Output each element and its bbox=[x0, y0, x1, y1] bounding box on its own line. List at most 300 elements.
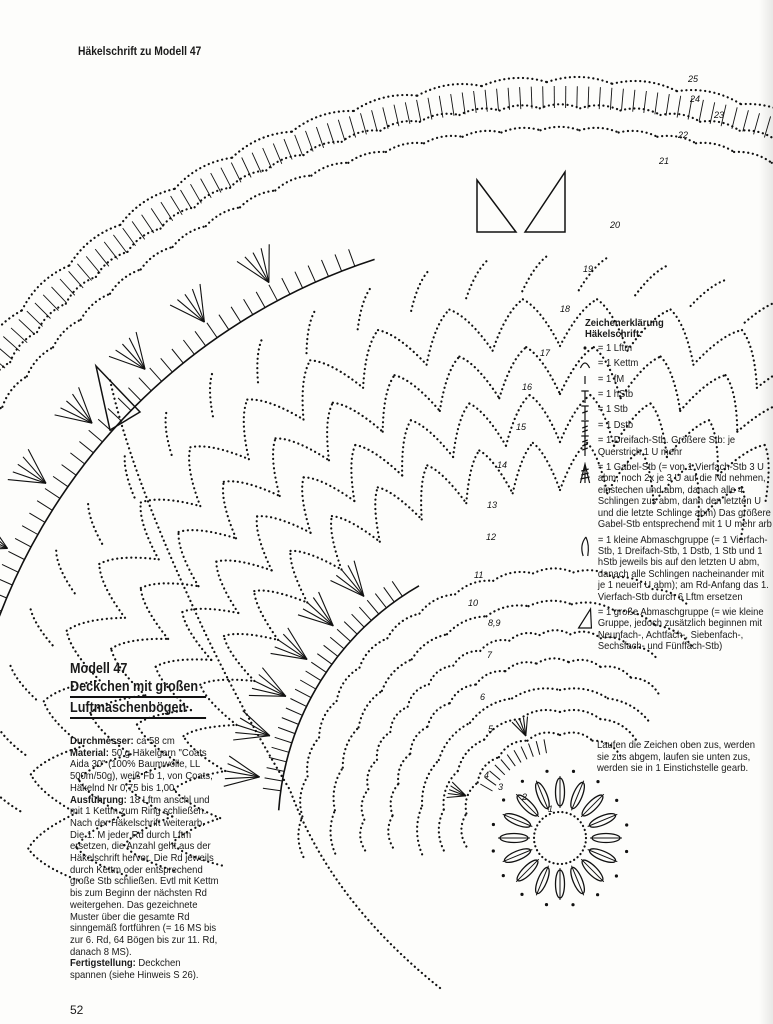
instruction-paragraph bbox=[70, 795, 219, 959]
chain-arc bbox=[601, 666, 631, 677]
stitch-tick bbox=[286, 708, 303, 715]
model-title: Modell 47 bbox=[70, 660, 128, 677]
stitch-tick bbox=[221, 168, 231, 188]
chain-dot bbox=[502, 874, 505, 877]
chain-arc bbox=[141, 588, 168, 639]
stitch-tick bbox=[295, 689, 311, 697]
chain-arc bbox=[331, 516, 341, 569]
chain-arc bbox=[358, 285, 373, 329]
stitch-tick bbox=[62, 465, 77, 476]
chain-arc bbox=[449, 310, 492, 351]
petal-stem bbox=[581, 794, 604, 817]
stitch-tick bbox=[181, 190, 192, 209]
chain-arc bbox=[232, 132, 292, 158]
chain-arc bbox=[500, 105, 540, 110]
chain-arc bbox=[580, 128, 619, 133]
round-number-label: 23 bbox=[714, 110, 725, 120]
round-number-label: 2 bbox=[522, 792, 528, 802]
stitch-fan bbox=[233, 736, 270, 740]
chain-arc bbox=[273, 438, 280, 496]
round-number-label: 25 bbox=[688, 74, 699, 84]
chain-dot bbox=[596, 780, 599, 783]
chain-arc bbox=[303, 360, 311, 419]
chain-arc bbox=[224, 481, 280, 496]
stitch-tick bbox=[610, 88, 612, 110]
stitch-tick bbox=[490, 771, 501, 780]
chain-arc bbox=[179, 532, 199, 586]
chain-arc bbox=[307, 738, 319, 777]
instruction-text: 50 g Häkelgarn "Coats Aida 30" (100% Baumwolle, LL 500m/50g), weiß Fb 1, von Coats, Häkelnd Nr 0,75 bis 1,00. bbox=[70, 747, 213, 794]
stitch-tick bbox=[108, 409, 121, 421]
stitch-tick bbox=[295, 135, 303, 156]
stitch-tick bbox=[244, 299, 253, 314]
chain-arc bbox=[190, 446, 249, 459]
chain-arc bbox=[427, 310, 450, 365]
chain-dot bbox=[545, 903, 548, 906]
chain-arc bbox=[22, 266, 69, 311]
chain-arc bbox=[275, 176, 311, 191]
legend-item-text: = 1 große Abmaschgruppe (= wie kleine Gruppe, jedoch zusätzlich beginnen mit Neunfach-, Achtfach-, Siebenfach-, Sechsfach- und Fünffach-Stb) bbox=[597, 606, 764, 653]
stitch-tick bbox=[53, 476, 68, 486]
chain-arc bbox=[506, 395, 530, 446]
chain-dot bbox=[615, 874, 618, 877]
instruction-text: Deckchen spannen (siehe Hinweis S 26). bbox=[70, 958, 199, 982]
chain-dot bbox=[492, 823, 495, 826]
chain-arc bbox=[427, 465, 466, 503]
chain-arc bbox=[522, 254, 550, 291]
chain-arc bbox=[520, 710, 560, 719]
chain-arc bbox=[740, 130, 773, 141]
legend-item-text: = 1 kleine Abmaschgruppe (= 1 Vierfach-Stb, 1 Dreifach-Stb, 1 Dstb, 1 Stb und 1 hStb jeweils bis auf den letzten U abm, danach alle Schlingen nacheinander mit je 1 neuen U abm); am Rd-Anfang das 1. Vierfach-Stb durch 6 Lftm ersetzen bbox=[597, 534, 769, 603]
round-number-label: 6 bbox=[480, 692, 486, 702]
chain-dot bbox=[502, 798, 505, 801]
chain-arc bbox=[382, 659, 412, 691]
chain-arc bbox=[254, 590, 307, 602]
round-number-label: 22 bbox=[678, 130, 689, 140]
chain-arc bbox=[367, 760, 377, 789]
stitch-tick bbox=[338, 120, 345, 141]
chain-dot bbox=[520, 893, 523, 896]
legend-item bbox=[585, 374, 773, 385]
stitch-tick bbox=[269, 285, 278, 301]
chain-arc bbox=[257, 516, 311, 533]
chain-arc bbox=[276, 438, 330, 460]
stitch-tick bbox=[263, 148, 272, 168]
stitch-tick bbox=[529, 744, 534, 757]
chain-arc bbox=[216, 560, 271, 570]
chain-arc bbox=[450, 685, 476, 704]
chain-arc bbox=[173, 226, 206, 247]
stitch-tick bbox=[544, 739, 547, 753]
chain-arc bbox=[179, 530, 236, 538]
stitch-tick bbox=[337, 629, 350, 641]
stitch-tick bbox=[501, 760, 510, 771]
legend-item bbox=[585, 420, 773, 431]
stitch-row bbox=[279, 586, 419, 811]
chain-arc bbox=[355, 445, 402, 476]
round-number-label: 21 bbox=[659, 156, 670, 166]
legend-item bbox=[585, 389, 773, 400]
stitch-tick bbox=[35, 303, 51, 319]
chain-arc bbox=[354, 95, 418, 111]
chain-arc bbox=[206, 207, 240, 226]
chain-arc bbox=[459, 357, 499, 399]
chain-arc bbox=[421, 465, 427, 519]
stitch-tick bbox=[330, 637, 344, 649]
chain-arc bbox=[337, 668, 360, 701]
legend-item bbox=[585, 358, 773, 369]
chain-arc bbox=[580, 105, 620, 110]
model-heading-block bbox=[70, 660, 230, 719]
chain-arc bbox=[383, 375, 395, 432]
instructions bbox=[70, 736, 219, 982]
stitch-tick bbox=[70, 453, 84, 464]
chain-arc bbox=[363, 330, 378, 388]
stitch-tick bbox=[521, 747, 527, 760]
legend-item-text: = 1 hStb bbox=[597, 389, 634, 401]
stitch-tick bbox=[543, 86, 544, 108]
chain-arc bbox=[619, 131, 658, 137]
small-decrease-group-icon bbox=[578, 535, 593, 557]
stitch-tick bbox=[462, 93, 465, 115]
stitch-tick bbox=[128, 388, 141, 401]
stitch-tick bbox=[263, 788, 281, 791]
chain-arc bbox=[332, 516, 380, 542]
petal-stem bbox=[516, 794, 539, 817]
instruction-paragraph bbox=[70, 958, 219, 981]
chain-arc bbox=[523, 299, 560, 346]
round-number-label: 8,9 bbox=[488, 618, 501, 628]
chain-arc bbox=[410, 727, 427, 754]
chain-arc bbox=[10, 332, 37, 362]
stitch-fan bbox=[336, 575, 364, 596]
stitch-tick bbox=[324, 645, 338, 656]
chain-arc bbox=[166, 409, 172, 455]
legend-heading: Zeichenerklärung bbox=[585, 317, 664, 329]
legend-item bbox=[585, 535, 773, 603]
chain-arc bbox=[440, 357, 460, 411]
chain-arc bbox=[333, 403, 383, 432]
chain-arc bbox=[387, 614, 419, 639]
chain-dot bbox=[596, 893, 599, 896]
chain-dot bbox=[615, 799, 618, 802]
chain-arc bbox=[493, 299, 523, 350]
model-subtitle-line-1: Deckchen mit großen bbox=[70, 677, 206, 698]
chain-arc bbox=[307, 308, 317, 353]
chain-dot bbox=[521, 780, 524, 783]
large-decrease-group bbox=[525, 172, 565, 232]
chain-arc bbox=[240, 191, 275, 208]
round-number-label: 24 bbox=[690, 94, 701, 104]
stitch-fan bbox=[261, 248, 269, 282]
stitch-tick bbox=[384, 587, 395, 602]
chain-arc bbox=[386, 143, 424, 152]
chain-arc bbox=[67, 618, 125, 631]
chain-arc bbox=[360, 638, 388, 667]
chain-arc bbox=[120, 189, 175, 225]
stitch-tick bbox=[201, 179, 212, 198]
instruction-label: Durchmesser: bbox=[70, 736, 134, 747]
stitch-fan bbox=[0, 517, 8, 549]
legend-subheading: Häkelschrift: bbox=[585, 328, 643, 341]
chain-arc bbox=[189, 447, 200, 506]
stitch-tick bbox=[27, 311, 43, 326]
chain-arc bbox=[402, 420, 411, 475]
chain-arc bbox=[388, 815, 393, 847]
round-number-label: 14 bbox=[497, 460, 508, 470]
chain-arc bbox=[319, 701, 337, 738]
stitch-tick bbox=[11, 328, 27, 343]
instruction-label: Ausführung: bbox=[70, 794, 127, 806]
legend-footnote: Laufen die Zeichen oben zus, werden sie zus abgem, laufen sie unten zus, werden sie in 1 Einstichstelle gearb. bbox=[597, 740, 756, 775]
chain-arc bbox=[390, 707, 407, 732]
chain-arc bbox=[182, 609, 238, 613]
chain-arc bbox=[359, 691, 382, 728]
chain-arc bbox=[342, 130, 381, 141]
legend-item bbox=[585, 343, 773, 354]
stitch-tick bbox=[191, 184, 202, 203]
stitch-fan bbox=[237, 261, 269, 282]
chain-arc bbox=[533, 443, 560, 490]
chain-arc bbox=[141, 503, 159, 560]
legend-items bbox=[585, 342, 772, 653]
stitch-tick bbox=[79, 442, 93, 453]
chain-arc bbox=[53, 320, 81, 348]
chain-arc bbox=[411, 269, 430, 311]
chain-arc bbox=[99, 558, 158, 564]
chain-arc bbox=[600, 719, 635, 740]
stitch-tick bbox=[282, 278, 290, 294]
stitch-tick bbox=[256, 292, 265, 308]
chain-arc bbox=[408, 684, 429, 706]
chain-arc bbox=[37, 304, 66, 332]
stitch-fan bbox=[331, 581, 364, 597]
stitch-tick bbox=[335, 254, 342, 271]
chain-arc bbox=[331, 810, 336, 853]
stitch-tick bbox=[474, 91, 477, 113]
chain-arc bbox=[569, 660, 601, 667]
chain-arc bbox=[458, 740, 484, 771]
chain-arc bbox=[612, 81, 677, 91]
chain-arc bbox=[2, 376, 27, 407]
instruction-label: Fertigstellung: bbox=[70, 958, 136, 970]
stitch-tick bbox=[252, 153, 261, 173]
chain-arc bbox=[110, 270, 141, 294]
chain-arc bbox=[0, 720, 25, 755]
instruction-text: ca 58 cm bbox=[133, 736, 175, 747]
round-number-label: 1 bbox=[548, 804, 554, 814]
chain-arc bbox=[56, 551, 74, 594]
chain-arc bbox=[486, 605, 528, 616]
chain-arc bbox=[466, 451, 479, 504]
stitch-tick bbox=[359, 607, 371, 620]
legend-item-text: = 1 Kettm bbox=[597, 358, 639, 370]
chain-arc bbox=[290, 551, 307, 603]
stitch-tick bbox=[317, 654, 332, 665]
stitch-tick bbox=[417, 100, 421, 122]
stitch-tick bbox=[104, 242, 118, 259]
chain-arc bbox=[310, 360, 363, 388]
chain-arc bbox=[291, 551, 342, 570]
chain-arc bbox=[304, 477, 355, 501]
chain-arc bbox=[470, 698, 512, 722]
stitch-tick bbox=[123, 228, 136, 246]
petal-stem bbox=[516, 859, 539, 882]
chain-arc bbox=[0, 407, 2, 439]
stitch-tick bbox=[344, 622, 357, 635]
stitch-tick bbox=[514, 750, 521, 762]
stitch-tick bbox=[19, 319, 35, 334]
stitch-tick bbox=[113, 235, 126, 253]
chain-arc bbox=[210, 370, 213, 416]
stitch-tick bbox=[171, 196, 183, 215]
chain-arc bbox=[128, 229, 161, 252]
chain-arc bbox=[608, 698, 650, 722]
fork-stitch-icon bbox=[578, 462, 593, 484]
chain-arc bbox=[541, 127, 580, 131]
stitch-fan bbox=[447, 796, 466, 798]
stitch-tick bbox=[322, 260, 329, 277]
stitch-tick bbox=[150, 368, 162, 381]
legend-item-text: = 1 Dstb bbox=[597, 419, 634, 431]
stitch-tick bbox=[272, 747, 289, 752]
chain-arc bbox=[513, 443, 533, 493]
stitch-tick bbox=[211, 173, 221, 192]
chain-arc bbox=[266, 155, 303, 170]
chain-arc bbox=[111, 639, 168, 649]
chain-arc bbox=[0, 780, 20, 811]
chain-arc bbox=[257, 516, 272, 570]
round-number-label: 20 bbox=[610, 220, 621, 230]
chain-arc bbox=[560, 688, 608, 698]
chain-arc bbox=[81, 294, 110, 320]
large-decrease-group-icon bbox=[578, 607, 593, 629]
round-number-label: 15 bbox=[516, 422, 527, 432]
chain-arc bbox=[461, 814, 466, 847]
chain-arc bbox=[0, 362, 10, 393]
chain-arc bbox=[677, 90, 741, 104]
stitch-tick bbox=[520, 87, 521, 109]
chain-arc bbox=[351, 445, 355, 501]
stitch-tick bbox=[290, 699, 306, 707]
stitch-tick bbox=[352, 614, 365, 627]
chain-arc bbox=[540, 104, 580, 108]
round-number-label: 19 bbox=[583, 264, 594, 274]
stitch-tick bbox=[375, 594, 386, 608]
stitch-tick bbox=[231, 307, 241, 322]
stitch-tick bbox=[284, 139, 292, 159]
chain-arc bbox=[480, 640, 509, 651]
stitch-tick bbox=[37, 501, 52, 511]
chain-arc bbox=[447, 616, 486, 634]
stitch-tick bbox=[29, 513, 45, 522]
chain-dot bbox=[571, 903, 574, 906]
chain-arc bbox=[378, 487, 422, 519]
chain-arc bbox=[420, 594, 456, 613]
chain-dot bbox=[492, 849, 495, 852]
round-number-label: 11 bbox=[474, 570, 484, 580]
stitch-tick bbox=[311, 662, 326, 672]
chain-arc bbox=[466, 783, 478, 814]
stitch-tick bbox=[282, 718, 299, 725]
chain-arc bbox=[501, 128, 540, 133]
petal-stem bbox=[581, 859, 604, 882]
chain-arc bbox=[257, 336, 263, 382]
stitch-tick bbox=[495, 765, 505, 775]
chain-arc bbox=[244, 400, 249, 460]
instruction-text: 18 Lftm anschl und mit 1 Kettm zum Ring schließen. Nach der Häkelschrift weiterarb. Die 1. M jeder Rd durch Lftm ersetzen, die Anzahl geht aus der Häkelschrift hervor. Die Rd jeweils durch Kettm oder entsprechend große Stb schließen. Evtl mit Kettm bis zum Beginn der nächsten Rd weitergehen. Das gezeichnete Muster über die gesamte Rd sinngemäß fortführen (= 16 MS bis zur 6. Rd, 64 Bögen bis zur 11. Rd, danach 8 MS). bbox=[70, 794, 219, 958]
stitch-tick bbox=[372, 110, 378, 131]
chain-arc bbox=[9, 662, 36, 700]
stitch-tick bbox=[732, 107, 737, 128]
chain-arc bbox=[635, 265, 670, 296]
stitch-tick bbox=[300, 680, 316, 689]
legend-item bbox=[585, 462, 773, 530]
legend-item-text: = 1 fM bbox=[597, 373, 625, 385]
chain-arc bbox=[537, 658, 569, 663]
stitch-tick bbox=[480, 784, 492, 791]
chain-arc bbox=[27, 347, 53, 376]
chain-arc bbox=[184, 725, 237, 736]
chain-arc bbox=[422, 760, 439, 806]
legend-item bbox=[585, 435, 773, 458]
legend-item-text: = 1 Gabel-Stb (= von 1 Vierfach-Stb 3 U abm, noch 2x je 3 U auf die Nd nehmen, einstechen und abm, danach alle 4 Schlingen zus abm, dann den letzten U und die letzte Schlinge abm) Das größere Gabel-Stb entsprechend mit 1 U mehr arb bbox=[597, 462, 772, 531]
chain-arc bbox=[292, 111, 354, 132]
stitch-tick bbox=[0, 591, 7, 598]
round-number-label: 3 bbox=[498, 782, 504, 792]
stitch-tick bbox=[132, 221, 145, 239]
stitch-tick bbox=[536, 741, 540, 755]
pattern-title: Häkelschrift zu Modell 47 bbox=[78, 44, 202, 58]
stitch-tick bbox=[139, 378, 151, 391]
chain-arc bbox=[509, 633, 539, 641]
chain-arc bbox=[99, 564, 125, 618]
chain-arc bbox=[411, 420, 453, 457]
stitch-tick bbox=[43, 295, 58, 311]
chain-arc bbox=[230, 170, 266, 187]
round-number-label: 18 bbox=[560, 304, 571, 314]
stitch-tick bbox=[77, 264, 91, 281]
stitch-tick bbox=[95, 249, 109, 266]
stitch-tick bbox=[743, 110, 749, 131]
chain-arc bbox=[547, 77, 612, 84]
chain-arc bbox=[499, 741, 528, 758]
legend-item-text: = 1 Stb bbox=[597, 404, 628, 416]
chain-arc bbox=[453, 651, 480, 666]
legend-item-text: = 1 Lftm bbox=[597, 342, 633, 354]
chain-arc bbox=[417, 84, 482, 96]
stitch-tick bbox=[0, 354, 5, 368]
stitch-fan bbox=[288, 628, 307, 660]
stitch-tick bbox=[599, 87, 600, 109]
stitch-fan bbox=[526, 717, 528, 736]
chain-arc bbox=[428, 703, 450, 726]
chain-arc bbox=[161, 207, 195, 228]
chain-arc bbox=[631, 678, 659, 694]
chain-arc bbox=[482, 78, 547, 86]
chain-arc bbox=[362, 789, 369, 820]
chain-arc bbox=[424, 136, 463, 143]
stitch-tick bbox=[2, 564, 18, 572]
round-number-label: 13 bbox=[487, 500, 498, 510]
chain-arc bbox=[216, 562, 238, 613]
instruction-label: Material: bbox=[70, 747, 109, 759]
page-number: 52 bbox=[70, 1003, 84, 1017]
chain-arc bbox=[429, 666, 453, 685]
chain-arc bbox=[469, 404, 506, 446]
instruction-paragraph bbox=[70, 736, 219, 748]
chain-arc bbox=[125, 452, 135, 497]
